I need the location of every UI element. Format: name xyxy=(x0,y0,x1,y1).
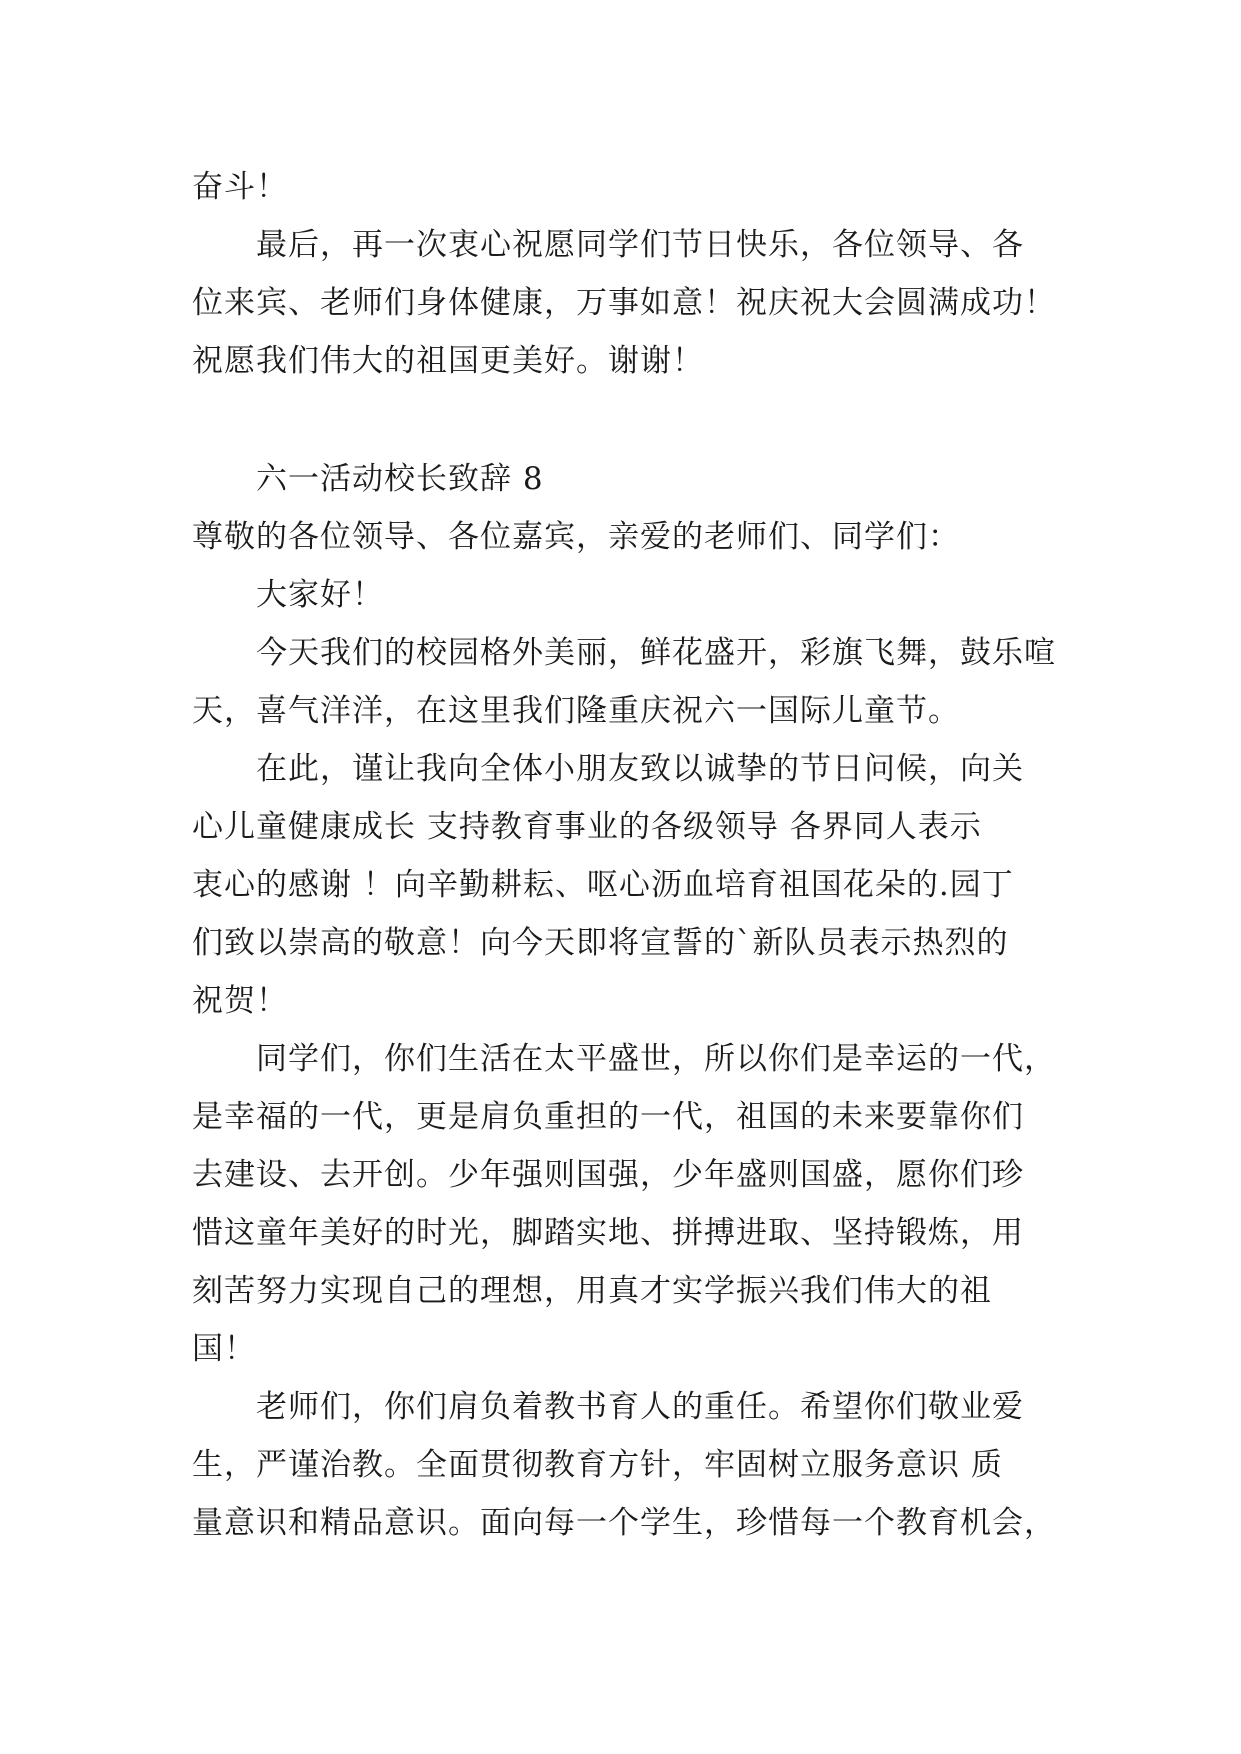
paragraph-first-line: 最后，再一次衷心祝愿同学们节日快乐，各位领导、各 xyxy=(256,227,1024,263)
text-line: 刻苦努力实现自己的理想，用真才实学振兴我们伟大的祖 xyxy=(192,1273,992,1309)
paragraph-first-line: 大家好！ xyxy=(256,577,384,613)
text-line: 量意识和精品意识。面向每一个学生，珍惜每一个教育机会， xyxy=(192,1505,1056,1541)
paragraph-first-line: 在此，谨让我向全体小朋友致以诚挚的节日问候，向关 xyxy=(256,751,1024,787)
text-line: 国！ xyxy=(192,1331,256,1367)
paragraph-first-line: 老师们，你们肩负着教书育人的重任。希望你们敬业爱 xyxy=(256,1389,1024,1425)
text-line: 心儿童健康成长 支持教育事业的各级领导 各界同人表示 xyxy=(192,809,982,845)
text-line: 尊敬的各位领导、各位嘉宾，亲爱的老师们、同学们： xyxy=(192,519,960,555)
paragraph-gap xyxy=(192,390,1052,450)
text-line: 衷心的感谢 ！向辛勤耕耘、呕心沥血培育祖国花朵的.园丁 xyxy=(192,867,1014,903)
paragraph-first-line: 同学们，你们生活在太平盛世，所以你们是幸运的一代， xyxy=(256,1041,1056,1077)
text-line: 祝愿我们伟大的祖国更美好。谢谢！ xyxy=(192,343,704,379)
text-line: 去建设、去开创。少年强则国强，少年盛则国盛，愿你们珍 xyxy=(192,1157,1024,1193)
text-line: 位来宾、老师们身体健康，万事如意！祝庆祝大会圆满成功！ xyxy=(192,285,1056,321)
document-body xyxy=(192,158,1056,1552)
text-line: 们致以崇高的敬意！向今天即将宣誓的`新队员表示热烈的 xyxy=(192,925,1009,961)
text-line: 是幸福的一代，更是肩负重担的一代，祖国的未来要靠你们 xyxy=(192,1099,1024,1135)
text-line: 天，喜气洋洋，在这里我们隆重庆祝六一国际儿童节。 xyxy=(192,693,960,729)
text-line: 惜这童年美好的时光，脚踏实地、拼搏进取、坚持锻炼，用 xyxy=(192,1215,1024,1251)
text-line: 奋斗！ xyxy=(192,169,288,205)
text-line: 生，严谨治教。全面贯彻教育方针，牢固树立服务意识 质 xyxy=(192,1447,1003,1483)
text-line: 祝贺！ xyxy=(192,983,288,1019)
paragraph-first-line: 六一活动校长致辞 8 xyxy=(256,461,544,497)
paragraph-first-line: 今天我们的校园格外美丽，鲜花盛开，彩旗飞舞，鼓乐喧 xyxy=(256,635,1056,671)
